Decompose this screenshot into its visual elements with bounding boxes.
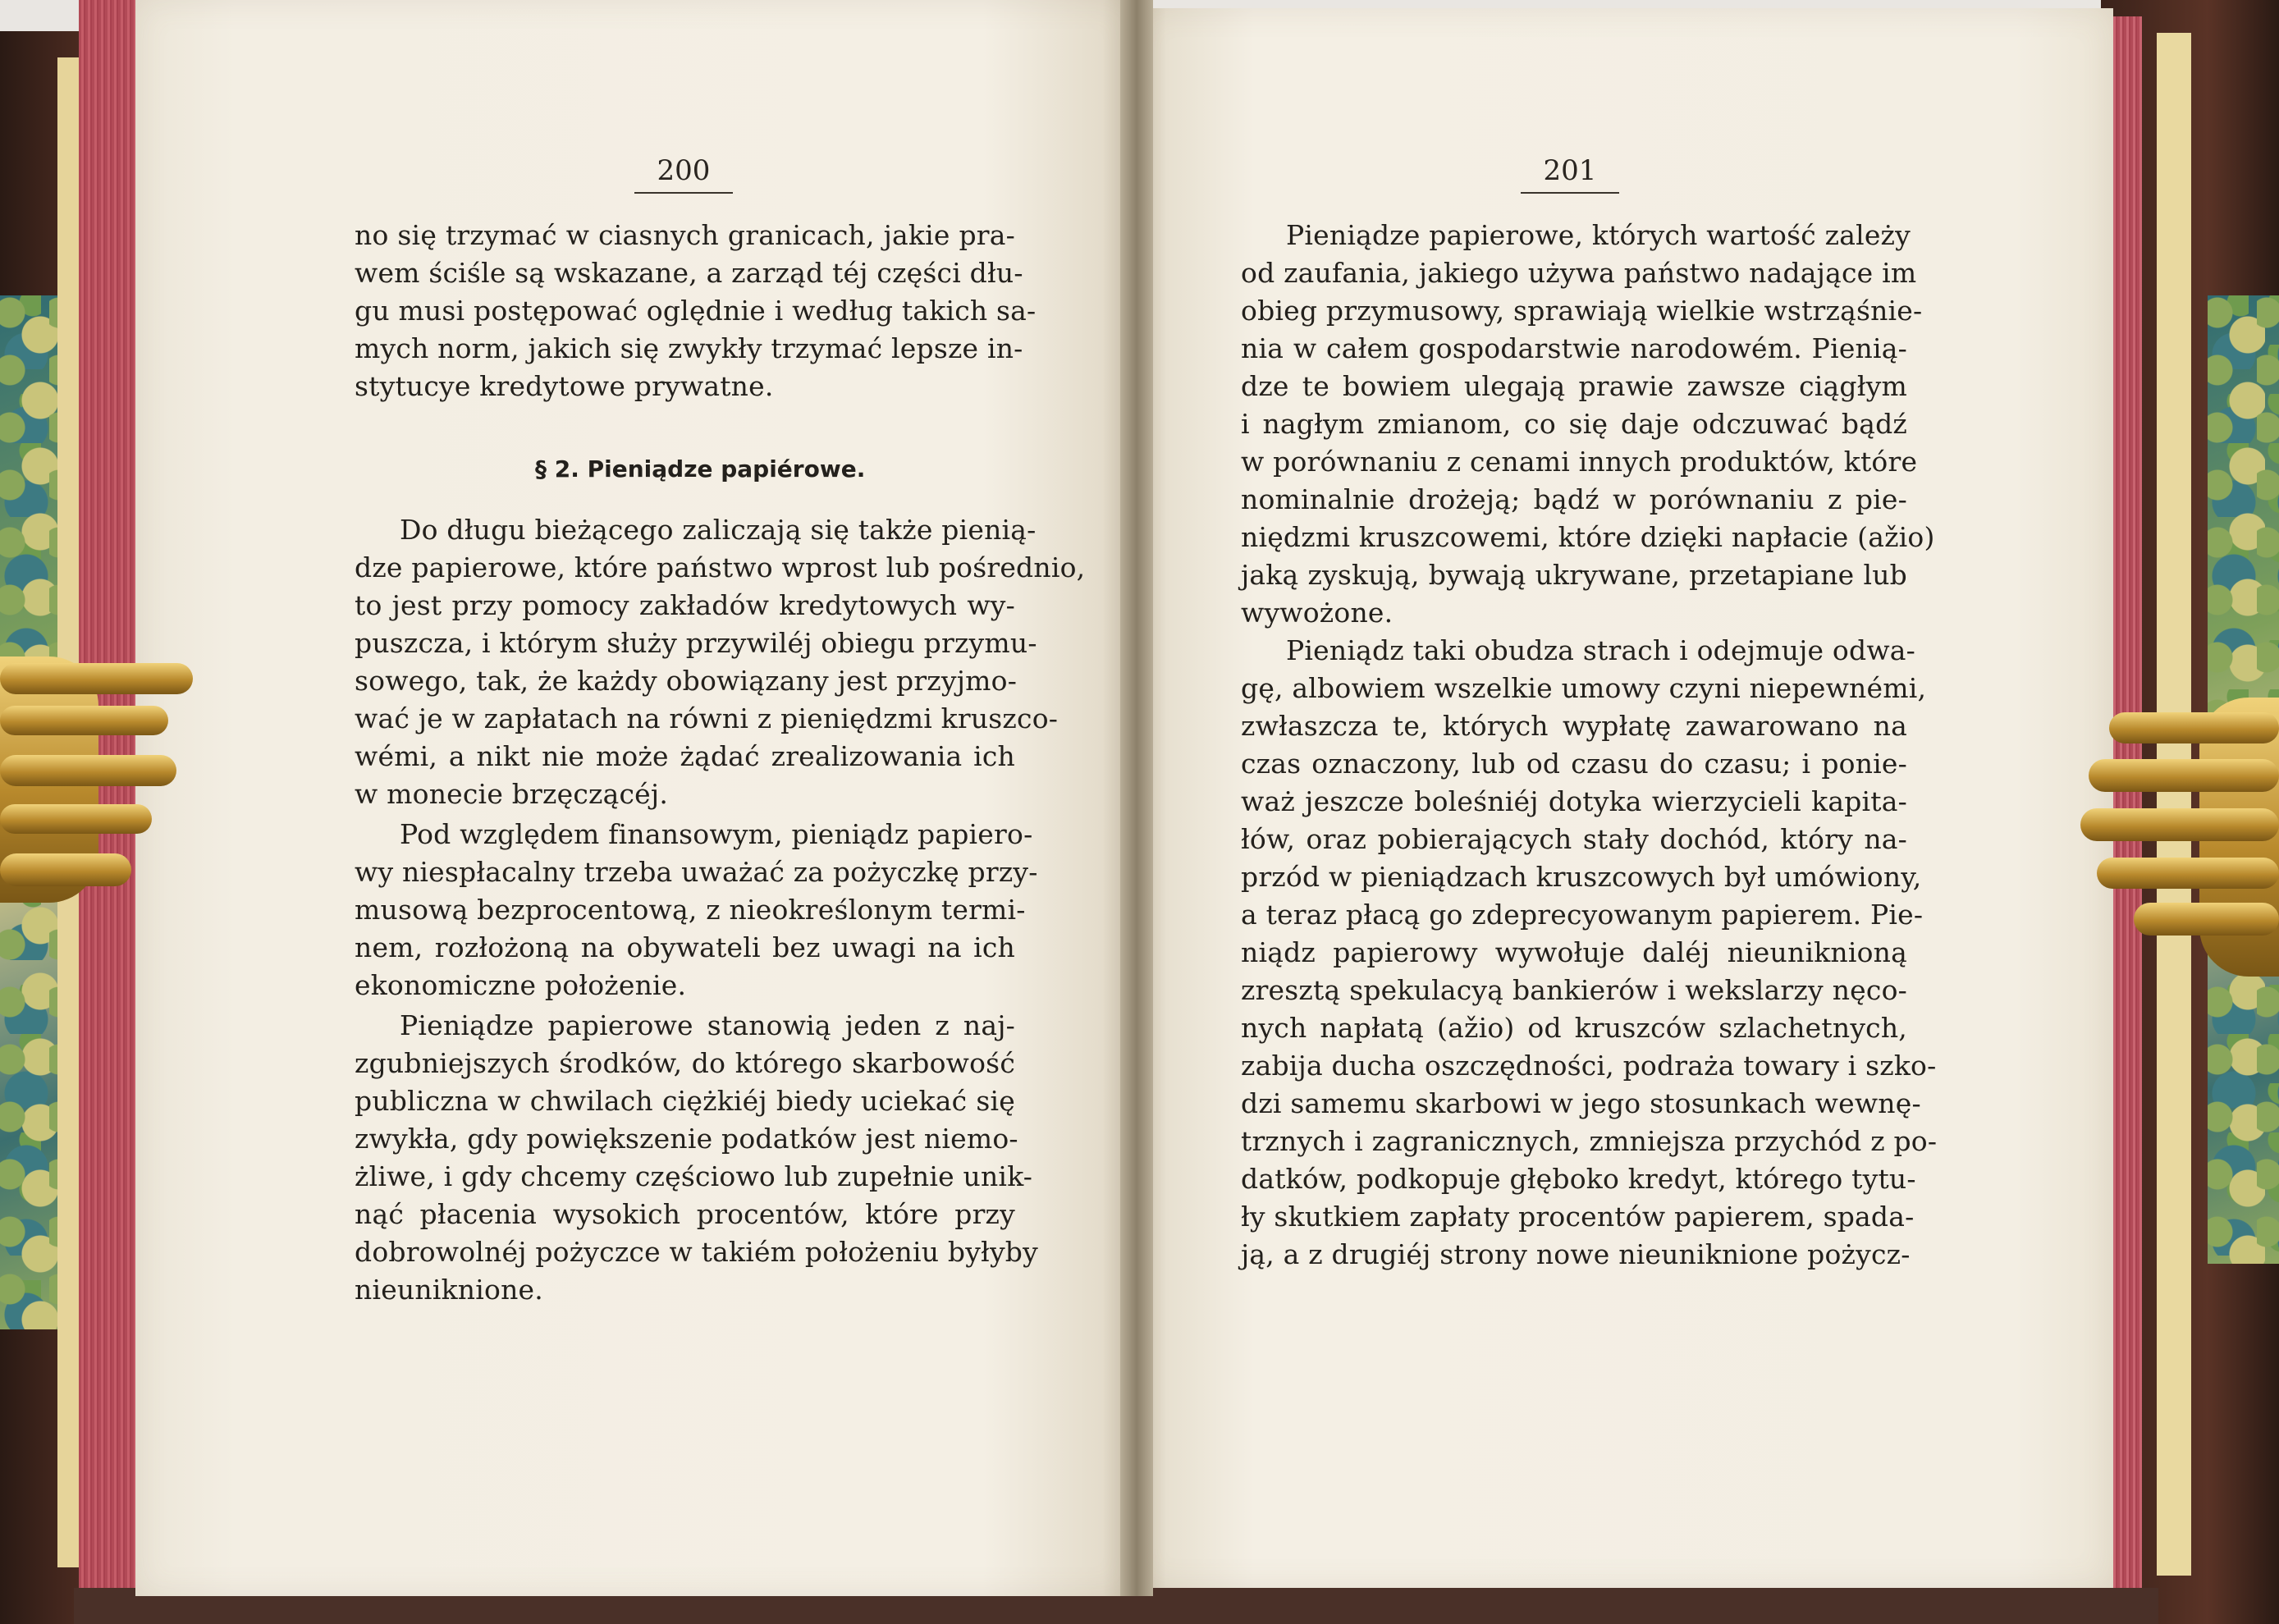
text-line: wać je w zapłatach na równi z pieniędzmi kruszco- — [355, 702, 1059, 734]
text-line: Do długu bieżącego zaliczają się także pienią- — [400, 514, 1037, 546]
text-line: zabija ducha oszczędności, podraża towary i szko- — [1241, 1050, 1937, 1082]
text-line: gę, albowiem wszelkie umowy czyni niepewnémi, — [1241, 672, 1927, 704]
text-line: w monecie brzęczącéj. — [355, 778, 669, 810]
brass-hand-right-finger — [2109, 712, 2279, 743]
text-line: obieg przymusowy, sprawiają wielkie wstrząśnie- — [1241, 295, 1923, 327]
brass-hand-right-finger — [2080, 808, 2279, 841]
brass-hand-left-finger — [0, 706, 168, 735]
text-line: od zaufania, jakiego używa państwo nadające im — [1241, 257, 1917, 289]
text-line: waż jeszcze boleśniéj dotyka wierzycieli kapita- — [1241, 785, 1907, 817]
brass-hand-right-finger — [2134, 903, 2279, 936]
text-line: nominalnie drożeją; bądź w porównaniu z pie- — [1241, 483, 1907, 515]
text-line: nieuniknione. — [355, 1274, 543, 1306]
brass-hand-right-finger — [2097, 858, 2279, 889]
section-heading: § 2. Pieniądze papiérowe. — [535, 455, 866, 483]
text-line: a teraz płacą go zdeprecyowanym papierem. Pie- — [1241, 899, 1924, 931]
text-line: no się trzymać w ciasnych granicach, jakie pra- — [355, 219, 1015, 251]
gilt-edge-right — [2157, 33, 2191, 1576]
text-line: stytucye kredytowe prywatne. — [355, 370, 774, 402]
text-line: Pieniądze papierowe stanowią jeden z naj- — [400, 1009, 1015, 1041]
text-line: Pieniądze papierowe, których wartość zależy — [1286, 219, 1911, 251]
text-line: wem ściśle są wskazane, a zarząd téj części dłu- — [355, 257, 1023, 289]
text-line: puszcza, i którym służy przywiléj obiegu przymu- — [355, 627, 1037, 659]
brass-hand-left-finger — [0, 663, 193, 694]
text-line: żliwe, i gdy chcemy częściowo lub zupełnie unik- — [355, 1160, 1033, 1192]
text-line: zgubniejszych środków, do którego skarbowość — [355, 1047, 1015, 1079]
text-line: łów, oraz pobierających stały dochód, który na- — [1241, 823, 1907, 855]
text-line: ły skutkiem zapłaty procentów papierem, spada- — [1241, 1201, 1915, 1233]
text-line: nia w całem gospodarstwie narodowém. Pienią- — [1241, 332, 1907, 364]
text-line: zwłaszcza te, których wypłatę zawarowano na — [1241, 710, 1907, 742]
brass-hand-left-finger — [0, 755, 176, 786]
text-line: mych norm, jakich się zwykły trzymać lepsze in- — [355, 332, 1023, 364]
text-line: dze te bowiem ulegają prawie zawsze ciągłym — [1241, 370, 1907, 402]
text-line: niędzmi kruszcowemi, które dzięki napłacie (ažio) — [1241, 521, 1935, 553]
text-line: niądz papierowy wywołuje daléj nieuniknioną — [1241, 936, 1907, 968]
text-line: wy niespłacalny trzeba uważać za pożyczkę przy- — [355, 856, 1038, 888]
left-page-number — [634, 154, 733, 194]
text-line: dze papierowe, które państwo wprost lub pośrednio, — [355, 551, 1086, 583]
text-line: nem, rozłożoną na obywateli bez uwagi na ich — [355, 931, 1015, 963]
text-line: jaką zyskują, bywają ukrywane, przetapiane lub — [1241, 559, 1907, 591]
text-line: czas oznaczony, lub od czasu do czasu; i ponie- — [1241, 748, 1907, 780]
text-line: zwykła, gdy powiększenie podatków jest niemo- — [355, 1123, 1018, 1155]
text-line: musową bezprocentową, z nieokreślonym termi- — [355, 894, 1026, 926]
text-line: gu musi postępować oględnie i według takich sa- — [355, 295, 1037, 327]
text-line: dobrowolnéj pożyczce w takiém położeniu byłyby — [355, 1236, 1038, 1268]
left-page-number-text: 200 — [657, 154, 711, 187]
text-line: w porównaniu z cenami innych produktów, które — [1241, 446, 1918, 478]
text-line: nąć płacenia wysokich procentów, które przy — [355, 1198, 1015, 1230]
brass-hand-right-finger — [2089, 759, 2279, 792]
text-line: zresztą spekulacyą bankierów i wekslarzy nęco- — [1241, 974, 1907, 1006]
brass-hand-left-finger — [0, 853, 131, 886]
text-line: datków, podkopuje głęboko kredyt, którego tytu- — [1241, 1163, 1916, 1195]
text-line: to jest przy pomocy zakładów kredytowych wy- — [355, 589, 1015, 621]
text-line: ją, a z drugiéj strony nowe nieuniknione pożycz- — [1241, 1238, 1911, 1270]
text-line: wémi, a nikt nie może żądać zrealizowania ich — [355, 740, 1015, 772]
text-line: Pieniądz taki obudza strach i odejmuje odwa- — [1286, 634, 1915, 666]
book-gutter — [1120, 0, 1153, 1596]
text-line: wywożone. — [1241, 597, 1393, 629]
text-line: nych napłatą (ažio) od kruszców szlachetnych, — [1241, 1012, 1907, 1044]
right-page-number — [1521, 154, 1619, 194]
text-line: dzi samemu skarbowi w jego stosunkach wewnę- — [1241, 1087, 1921, 1119]
text-line: trznych i zagranicznych, zmniejsza przychód z po- — [1241, 1125, 1938, 1157]
right-page-number-text: 201 — [1543, 154, 1597, 187]
text-line: ekonomiczne położenie. — [355, 969, 687, 1001]
page-number-rule — [1521, 192, 1619, 194]
text-line: i nagłym zmianom, co się daje odczuwać bądź — [1241, 408, 1907, 440]
text-line: Pod względem finansowym, pieniądz papiero- — [400, 818, 1033, 850]
brass-hand-left-finger — [0, 804, 152, 834]
text-line: przód w pieniądzach kruszcowych był umówiony, — [1241, 861, 1922, 893]
text-line: publiczna w chwilach ciężkiéj biedy uciekać się — [355, 1085, 1015, 1117]
page-number-rule — [634, 192, 733, 194]
text-line: sowego, tak, że każdy obowiązany jest przyjmo- — [355, 665, 1018, 697]
